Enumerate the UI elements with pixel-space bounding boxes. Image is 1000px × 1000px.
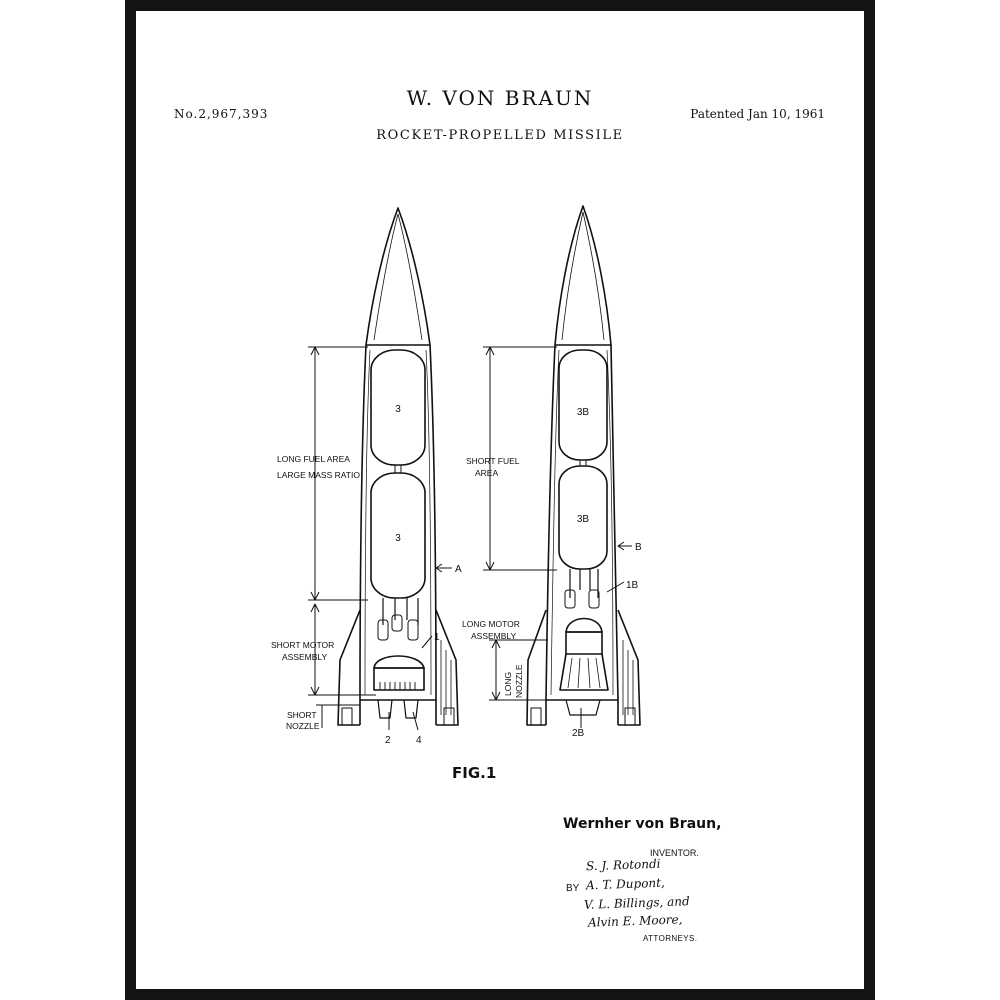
label-long-motor: LONG MOTOR — [462, 619, 520, 629]
right-motor — [566, 619, 602, 633]
ref-a: A — [455, 564, 462, 575]
label-right-assembly: ASSEMBLY — [471, 631, 517, 641]
right-tank-upper — [559, 350, 607, 460]
attorney-signature-1: S. J. Rotondi — [585, 856, 661, 874]
attorney-signature-4: Alvin E. Moore, — [587, 912, 683, 930]
label-short: SHORT — [287, 710, 317, 720]
label-large-mass-ratio: LARGE MASS RATIO — [277, 470, 360, 480]
inventor-name: Wernher von Braun, — [563, 816, 722, 832]
attorneys-label: ATTORNEYS. — [643, 934, 698, 943]
label-short-motor: SHORT MOTOR — [271, 640, 335, 650]
ref-b: B — [635, 542, 642, 553]
label-long: LONG — [503, 671, 513, 696]
ref-1: 1 — [434, 632, 440, 643]
right-rocket — [483, 206, 640, 728]
figure-caption: FIG.1 — [452, 764, 497, 782]
right-tank-upper-label: 3B — [576, 407, 590, 418]
patent-title: W. VON BRAUN — [406, 86, 594, 110]
right-tank-lower-label: 3B — [576, 514, 590, 525]
label-right-nozzle: NOZZLE — [514, 664, 524, 698]
label-left-assembly: ASSEMBLY — [282, 652, 328, 662]
label-long-fuel-area: LONG FUEL AREA — [277, 454, 350, 464]
ref-2b: 2B — [572, 728, 585, 739]
patent-date: Patented Jan 10, 1961 — [690, 107, 825, 121]
patent-number: No.2,967,393 — [174, 107, 269, 121]
ref-1b: 1B — [626, 580, 639, 591]
patent-subtitle: ROCKET-PROPELLED MISSILE — [376, 128, 624, 143]
label-area: AREA — [475, 468, 499, 478]
left-nose-cone — [366, 208, 430, 345]
inventor-role: INVENTOR. — [650, 848, 699, 858]
by-label: BY — [566, 883, 580, 894]
left-rocket — [308, 208, 458, 730]
label-short-fuel: SHORT FUEL — [466, 456, 520, 466]
ref-4: 4 — [416, 735, 422, 746]
left-motor — [374, 656, 424, 668]
attorney-signature-2: A. T. Dupont, — [585, 875, 666, 893]
left-tank-upper-label: 3 — [395, 404, 401, 415]
left-tank-lower-label: 3 — [395, 533, 401, 544]
label-left-nozzle: NOZZLE — [286, 721, 320, 731]
attorney-signature-3: V. L. Billings, and — [583, 894, 690, 912]
ref-2: 2 — [385, 735, 391, 746]
